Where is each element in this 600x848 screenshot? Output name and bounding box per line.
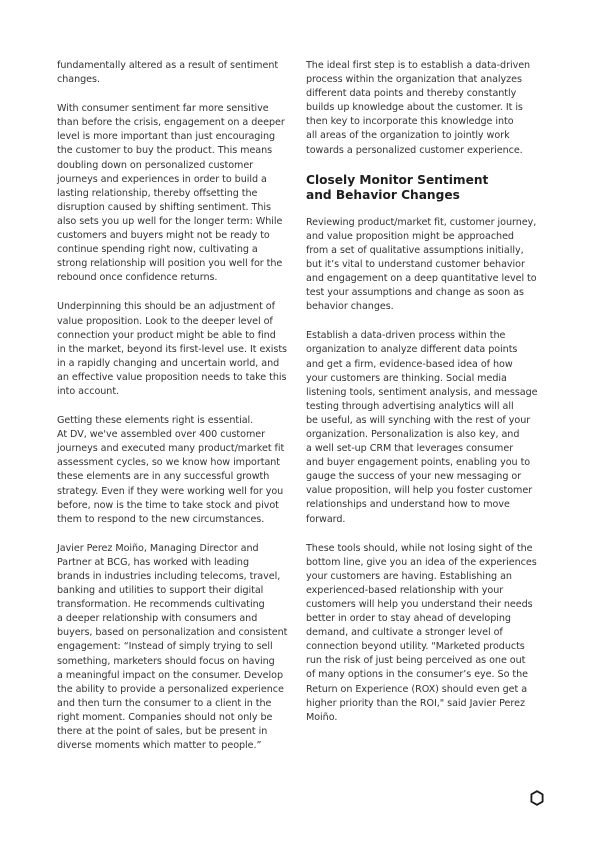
text-line: a deeper relationship with consumers and <box>57 613 258 625</box>
text-line: organization to analyze different data points <box>306 344 518 356</box>
text-line: and engagement on a deep quantitative level to <box>306 273 537 285</box>
text-line: strategy. Even if they were working well for you <box>57 485 284 497</box>
text-line: than before the crisis, engagement on a deeper <box>57 117 285 129</box>
text-line: there at the point of sales, but be present in <box>57 726 268 738</box>
right-column <box>306 59 542 740</box>
text-line: engagement: “Instead of simply trying to sell <box>57 641 273 653</box>
text-line: your customers are having. Establishing an <box>306 570 512 582</box>
text-line: level is more important than just encouraging <box>57 131 276 143</box>
text-line: testing through advertising analytics will all <box>306 400 514 412</box>
text-line: banking and utilities to support their digital <box>57 585 264 597</box>
text-line: organization. Personalization is also key, and <box>306 428 520 440</box>
text-line: into account. <box>57 385 120 397</box>
text-line: disruption caused by shifting sentiment. This <box>57 201 271 213</box>
text-line: towards a personalized customer experience. <box>306 144 523 156</box>
text-line: These tools should, while not losing sight of the <box>306 542 533 554</box>
text-line: With consumer sentiment far more sensitive <box>57 103 269 115</box>
text-line: journeys and experiences in order to build a <box>57 173 267 185</box>
text-line: connection your product might be able to find <box>57 329 276 341</box>
text-line: higher priority than the ROI," said Javier Perez <box>306 697 525 709</box>
text-line: The ideal first step is to establish a data-driven <box>306 60 531 71</box>
text-line: customers will help you understand their needs <box>306 599 533 610</box>
text-line: relationships and understand how to move <box>306 499 510 511</box>
text-line: Partner at BCG, has worked with leading <box>57 556 250 568</box>
text-line: Getting these elements right is essential. <box>57 415 254 427</box>
text-line: buyers, based on personalization and consistent <box>57 627 288 639</box>
text-line: them to respond to the new circumstances. <box>57 513 265 525</box>
paragraph-javier-perez-quote <box>57 542 293 753</box>
text-line: demand, and cultivate a stronger level of <box>306 627 503 639</box>
left-column <box>57 59 293 768</box>
text-line: journeys and executed many product/market fit <box>57 443 285 455</box>
text-line: an effective value proposition needs to take this <box>57 371 287 383</box>
text-line: strong relationship will position you well for the <box>57 258 283 270</box>
text-line: from a set of qualitative assumptions initially, <box>306 244 524 256</box>
paragraph-data-driven-process <box>306 329 542 526</box>
text-line: run the risk of just being perceived as one out <box>306 655 526 667</box>
text-line: forward. <box>306 513 346 525</box>
text-line: something, marketers should focus on having <box>57 655 275 667</box>
text-line: transformation. He recommends cultivating <box>57 599 265 611</box>
paragraph-value-proposition <box>57 300 293 399</box>
text-line: continue spending right now, cultivating a <box>57 244 258 256</box>
text-line: value proposition. Look to the deeper level of <box>57 315 273 327</box>
text-line: and Behavior Changes <box>306 188 460 203</box>
text-line: changes. <box>57 74 100 86</box>
text-line: your customers are thinking. Social media <box>306 372 507 384</box>
text-line: Closely Monitor Sentiment <box>306 172 489 187</box>
text-line: the ability to provide a personalized experience <box>57 683 284 695</box>
paragraph-ideal-first-step <box>306 59 542 158</box>
text-line: and buyer engagement points, enabling you to <box>306 457 531 469</box>
text-line: At DV, we've assembled over 400 customer <box>57 429 266 441</box>
text-line: a well set-up CRM that leverages consumer <box>306 443 514 455</box>
text-line: in the market, beyond its first-level use. It exists <box>57 343 287 355</box>
text-line: right moment. Companies should not only be <box>57 711 273 723</box>
text-line: behavior changes. <box>306 301 394 313</box>
text-line: process within the organization that analyzes <box>306 74 522 86</box>
text-line: the customer to buy the product. This means <box>57 145 273 157</box>
text-line: value proposition, will help you foster customer <box>306 485 533 497</box>
paragraph-tools-rox <box>306 542 542 725</box>
text-line: fundamentally altered as a result of sentiment <box>57 60 279 71</box>
paragraph-sentiment-continued <box>57 59 293 87</box>
section-heading-monitor-sentiment <box>306 173 542 204</box>
text-line: brands in industries including telecoms, travel, <box>57 571 281 582</box>
text-line: all areas of the organization to jointly work <box>306 130 510 142</box>
text-line: and get a firm, evidence-based idea of how <box>306 358 513 370</box>
text-line: Reviewing product/market fit, customer journey, <box>306 216 537 228</box>
text-line: and then turn the consumer to a client in the <box>57 697 272 709</box>
text-line: Moiño. <box>306 711 338 723</box>
paragraph-reviewing-product-fit <box>306 216 542 315</box>
text-line: but it’s vital to understand customer behavior <box>306 258 525 270</box>
hexagon-logo-icon <box>530 790 544 806</box>
hexagon-outline <box>531 791 542 805</box>
text-line: Return on Experience (ROX) should even get a <box>306 683 528 695</box>
text-line: of many options in the consumer’s eye. So the <box>306 669 528 681</box>
text-line: lasting relationship, thereby offsetting the <box>57 187 258 199</box>
text-line: these elements are in any successful growth <box>57 471 270 483</box>
text-line: be useful, as will synching with the rest of your <box>306 414 531 426</box>
text-line: gauge the success of your new messaging or <box>306 471 522 483</box>
text-line: rebound once confidence returns. <box>57 272 218 284</box>
text-line: listening tools, sentiment analysis, and message <box>306 386 538 398</box>
text-line: test your assumptions and change as soon as <box>306 287 524 299</box>
paragraph-getting-elements-right <box>57 414 293 527</box>
text-line: better in order to stay ahead of developing <box>306 613 511 625</box>
text-line: before, now is the time to take stock and pivot <box>57 499 279 511</box>
text-line: also sets you up well for the longer term: While <box>57 215 283 227</box>
text-line: Javier Perez Moiño, Managing Director and <box>57 542 259 554</box>
text-line: assessment cycles, so we know how important <box>57 457 281 469</box>
text-line: then key to incorporate this knowledge into <box>306 116 514 128</box>
text-line: in a rapidly changing and uncertain world, and <box>57 357 280 369</box>
text-line: bottom line, give you an idea of the experiences <box>306 556 537 568</box>
text-line: different data points and thereby constantly <box>306 88 517 100</box>
text-line: diverse moments which matter to people.” <box>57 740 262 752</box>
text-line: connection beyond utility. "Marketed products <box>306 641 525 653</box>
text-line: Underpinning this should be an adjustment of <box>57 301 275 313</box>
text-line: a meaningful impact on the consumer. Develop <box>57 669 284 681</box>
text-line: and value proposition might be approached <box>306 230 514 242</box>
text-line: customers and buyers might not be ready to <box>57 230 270 242</box>
text-line: doubling down on personalized customer <box>57 159 254 171</box>
text-line: experienced-based relationship with your <box>306 584 504 596</box>
text-line: builds up knowledge about the customer. It is <box>306 102 523 114</box>
paragraph-consumer-sentiment <box>57 102 293 285</box>
text-line: Establish a data-driven process within the <box>306 330 506 342</box>
